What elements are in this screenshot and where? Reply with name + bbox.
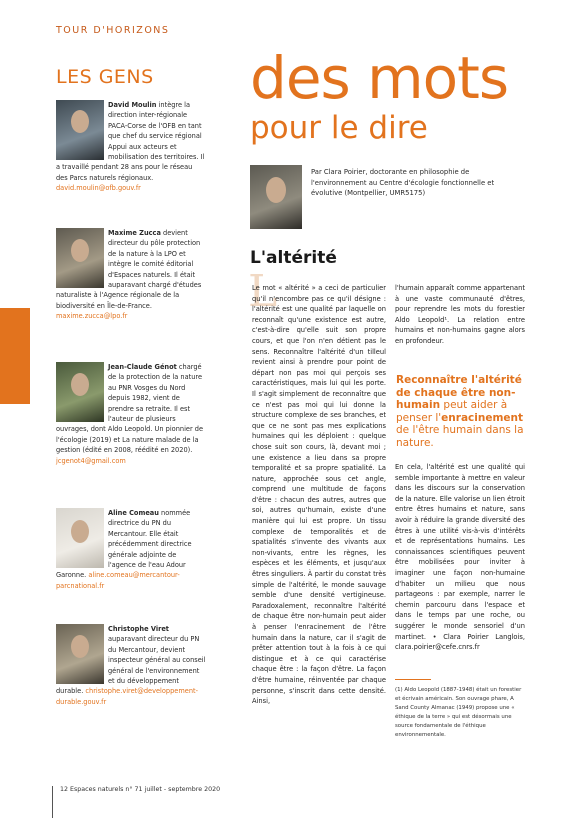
person-email[interactable]: jcgenot4@gmail.com — [56, 456, 126, 465]
folio-rule — [52, 786, 53, 818]
article-column-2-body: En cela, l'altérité est une qualité qui semble importante à mettre en valeur dans les discours sur la conservation de la nature. Elle valorise un lien étroit entre êtres humains et nature, sans avoir à réduire la grande diversité des êtres à une utilité vis-à-vis d'intérêts et de représentations humains. Les connaissances scientifiques peuvent être mobilisées pour inviter à imaginer une façon non-humaine d'habiter un milieu que nous partageons : par exemple, narrer le chemin parcouru dans l'espace et dans le temps par une roche, ou suggérer le monde sensoriel d'un martinet. • Clara Poirier Langlois, clara.poirier@cefe.cnrs.fr — [395, 463, 525, 652]
person-entry-comeau: Aline Comeau nommée directrice du PN du Mercantour. Elle était précédemment directrice générale adjointe de l'agence de l'eau Adour Garonne. aline.comeau@mercantour-parcnational.fr — [56, 509, 192, 590]
person-name: Jean-Claude Génot — [108, 363, 177, 371]
person-entry-zucca: Maxime Zucca devient directeur du pôle protection de la nature à la LPO et intègre le comité éditorial d'Espaces naturels. Il était auparavant chargé d'études naturaliste à l'Agence régionale de la biodiversité en Île-de-France. maxime.zucca@lpo.fr — [56, 229, 202, 321]
person-entry-viret: Christophe Viret auparavant directeur du PN du Mercantour, devient inspecteur général au conseil général de l'environnement et du développement durable. christophe.viret@developpement-durable.gouv.fr — [56, 625, 206, 706]
person-name: Aline Comeau — [108, 509, 159, 517]
page-title-line2: pour le dire — [250, 110, 428, 146]
footnote: (1) Aldo Leopold (1887-1948) était un forestier et écrivain américain. Son ouvrage phare, A Sand County Almanac (1949) propose une « éthique de la terre » qui est désormais une source fondamentale de l'éthique environnementale. — [395, 687, 522, 738]
article-column-1: Le mot « altérité » a ceci de particulier qu'il n'encombre pas ce qu'il désigne : l'altérité est une qualité par laquelle on reconnaît qu'une existence est autre, c'est-à-dire qu'elle suit son propre cours, et que l'on n'en détient pas le sens. Reconnaître l'altérité d'un tilleul revient ainsi à prendre pour point de départ non pas moi qui perçois ses caractéristiques, mais lui qui les porte. Il s'agit simplement de reconnaître que ce n'est pas moi qui lui donne la structure complexe de ses branches, et que ce ne sont pas mes explications humaines qui les déploient : quelque chose suit son cours, là, devant moi ; une existence a lieu dans sa propre temporalité et sa propre spatialité. La nature, approchée sous cet angle, comprend une multitude de façons d'être : chacun des autres, autres que soi, autres qu'humain, existe d'une manière qui lui est propre. Un tissu complexe de temporalités et de spatialités s'invente des vivants aux non-vivants, entre les règnes, les espèces et les éléments, et jusqu'aux êtres singuliers. À partir du constat très simple de l'altérité, le monde sauvage semble d'une densité vertigineuse. Paradoxalement, reconnaître l'altérité de chaque être non-humain peut aider à penser l'enracinement de l'être humain dans la nature, car il s'agit de prêter attention tout à la fois à ce qui distingue et à ce qui caractérise chaque être : la façon d'être. La façon d'être humaine, réinventée par chaque personne, s'inscrit dans cette densité. Ainsi, — [252, 284, 386, 706]
person-email[interactable]: aline.comeau@mercantour-parcnational.fr — [56, 571, 180, 590]
pull-quote: Reconnaître l'altérité de chaque être non-humain peut aider à penser l'enracinement de l'être humain dans la nature. — [396, 374, 524, 449]
person-email[interactable]: maxime.zucca@lpo.fr — [56, 312, 128, 321]
orange-margin-tab — [0, 308, 30, 404]
page-folio: 12 Espaces naturels n° 71 juillet - septembre 2020 — [60, 786, 221, 793]
person-entry-moulin: David Moulin intègre la direction inter-régionale PACA-Corse de l'OFB en tant que chef du service régional Appui aux acteurs et mobilisation des territoires. Il a travaillé pendant 28 ans pour le réseau des Parcs naturels régionaux. david.moulin@ofb.gouv.fr — [56, 101, 205, 193]
people-section-title: LES GENS — [56, 66, 154, 88]
footnote-separator — [395, 679, 431, 680]
person-name: David Moulin — [108, 101, 157, 109]
person-name: Maxime Zucca — [108, 229, 161, 237]
person-email[interactable]: christophe.viret@developpement-durable.gouv.fr — [56, 687, 198, 706]
page-title-line1: des mots — [250, 44, 509, 112]
person-email[interactable]: david.moulin@ofb.gouv.fr — [56, 184, 141, 193]
article-column-2-intro: l'humain apparaît comme appartenant à une vaste communauté d'êtres, pour reprendre les mots du forestier Aldo Leopold¹. La relation entre humains et non-humains gagne alors en profondeur. — [395, 284, 525, 345]
person-entry-genot: Jean-Claude Génot chargé de la protection de la nature au PNR Vosges du Nord depuis 1982, vient de prendre sa retraite. Il est l'auteur de plusieurs ouvrages, dont Aldo Leopold. Un pionnier de l'écologie (2019) et La nature malade de la gestion (édité en 2008, réédité en 2020). jcgenot4@gmail.com — [56, 363, 204, 465]
author-photo — [250, 165, 302, 229]
dropcap-letter: L — [248, 266, 278, 317]
person-name: Christophe Viret — [108, 625, 169, 633]
section-rubric: TOUR D'HORIZONS — [56, 25, 170, 36]
author-byline: Par Clara Poirier, doctorante en philosophie de l'environnement au Centre d'écologie fonctionnelle et évolutive (Montpellier, UMR5175) — [311, 168, 495, 198]
article-heading: L'altérité — [250, 248, 337, 268]
